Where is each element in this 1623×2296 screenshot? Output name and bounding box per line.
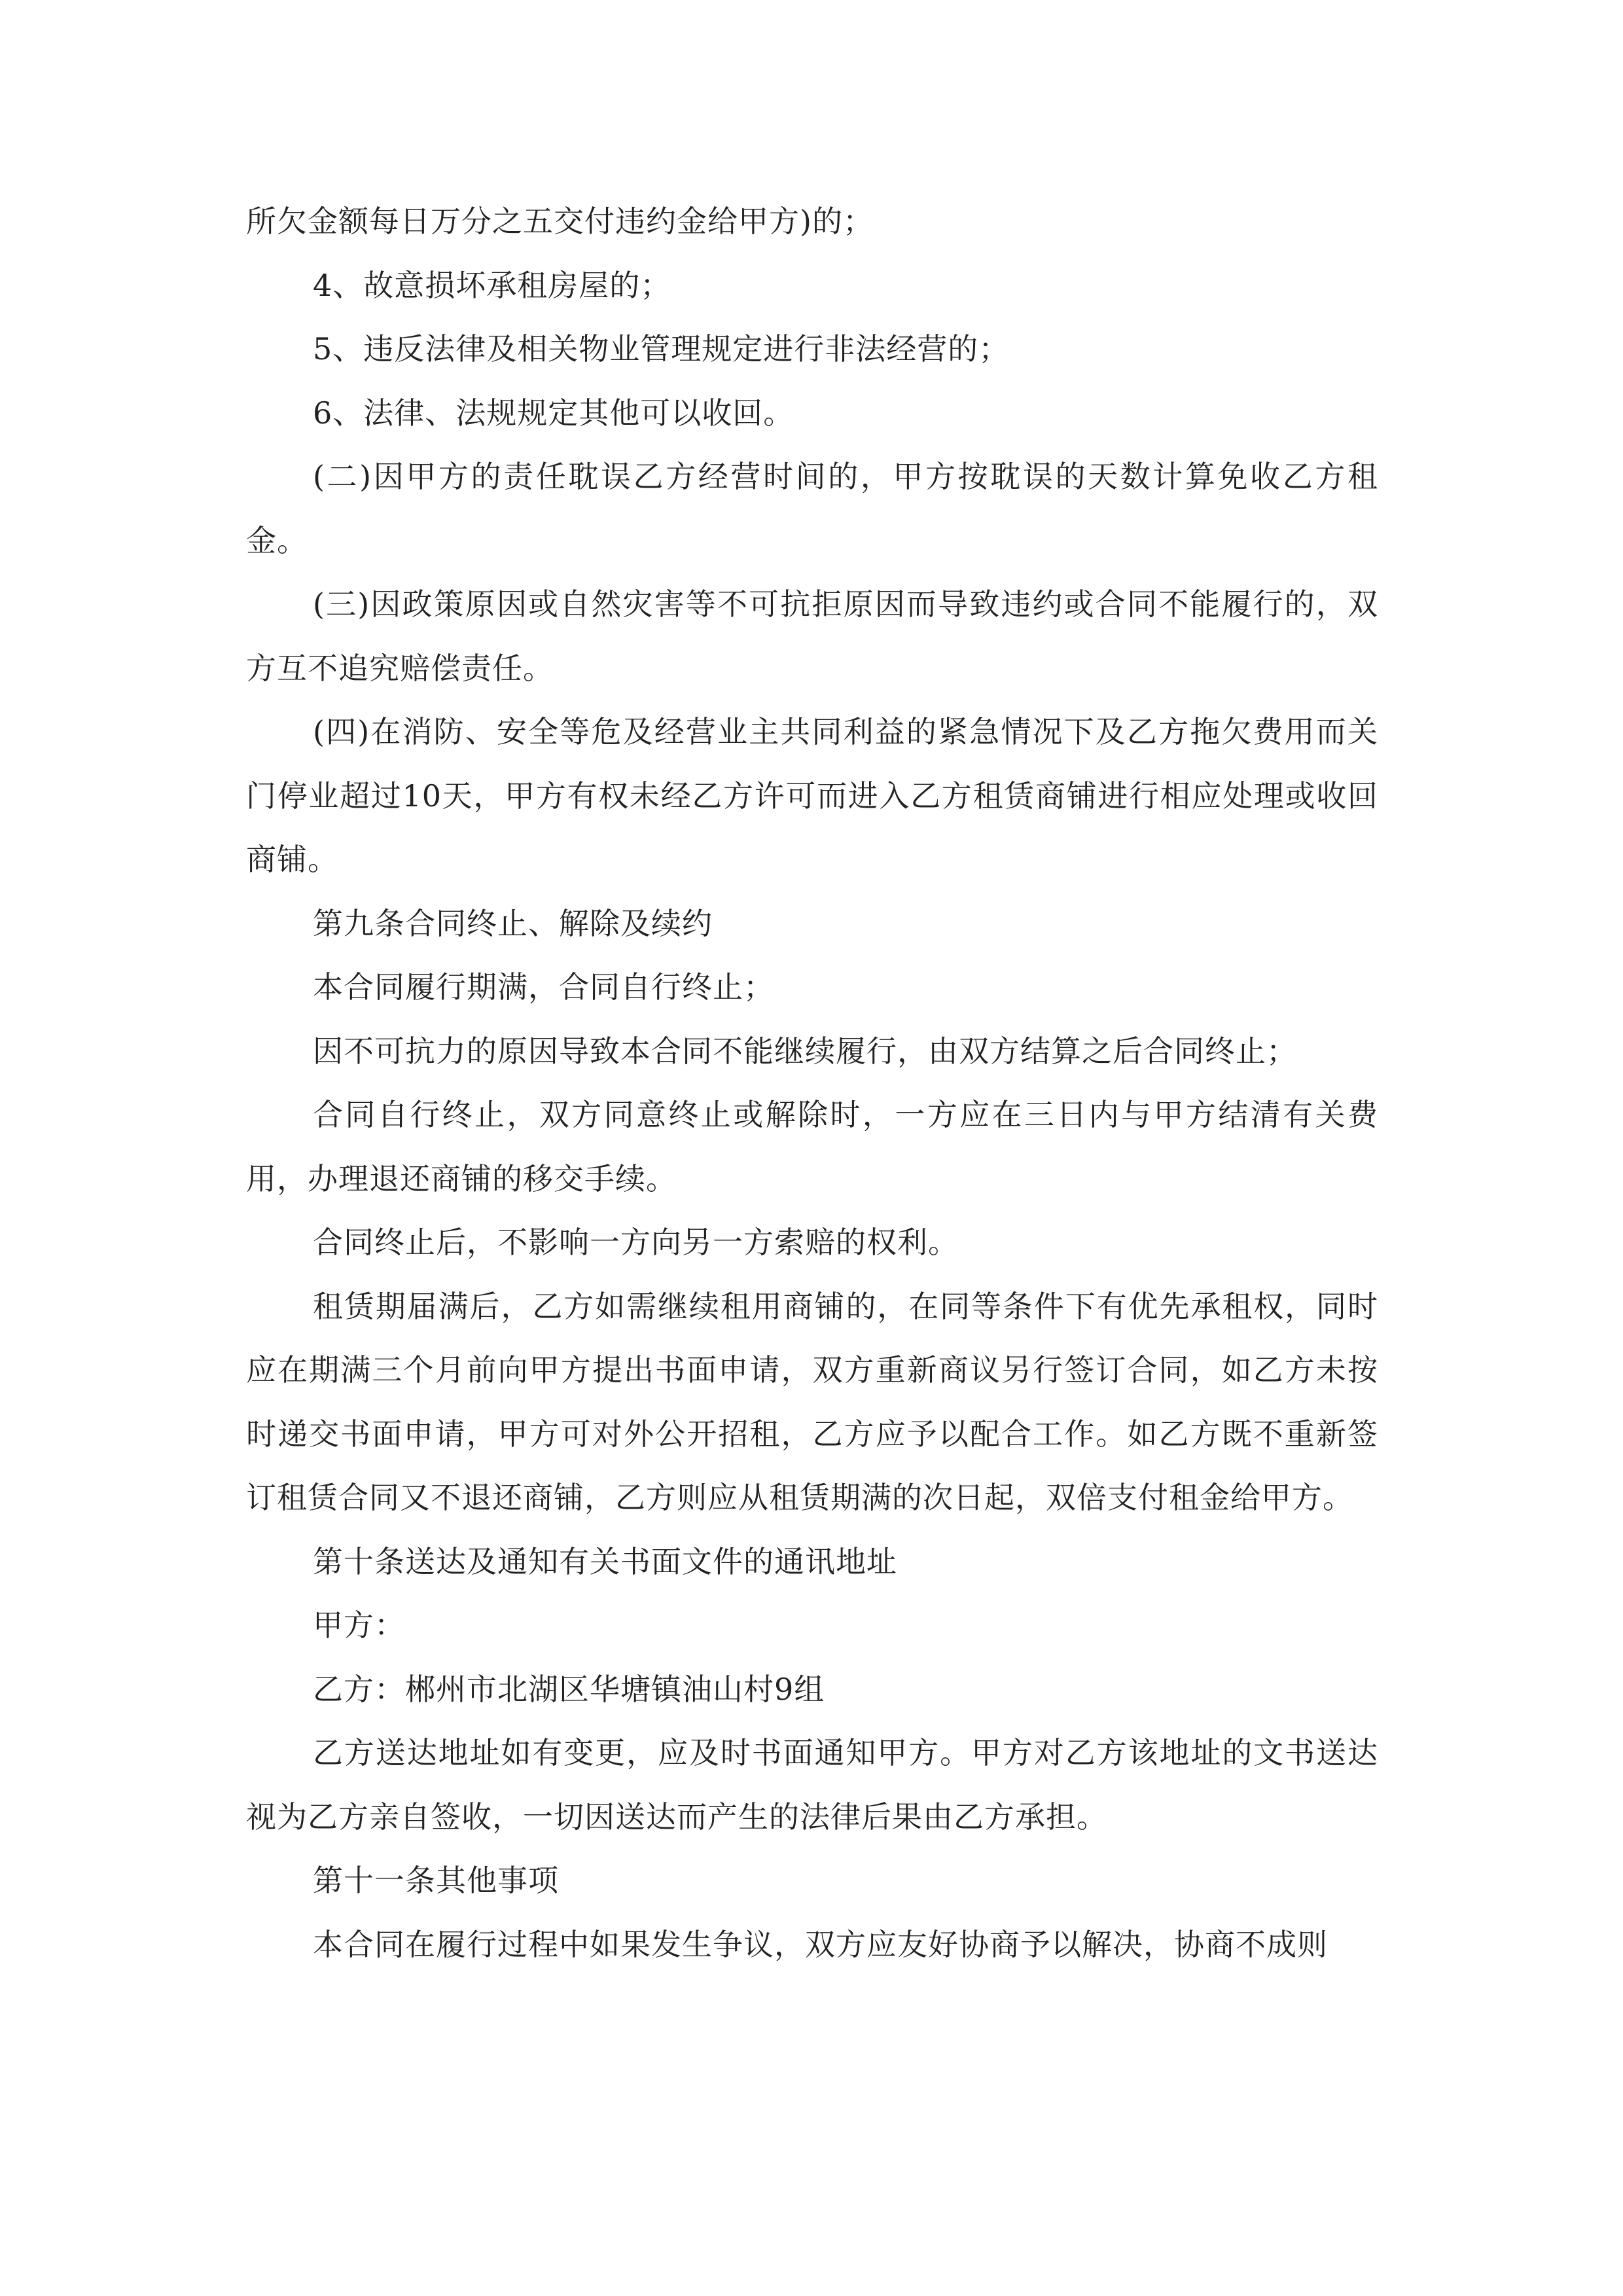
paragraph-renewal: 租赁期届满后，乙方如需继续租用商铺的，在同等条件下有优先承租权，同时应在期满三个月前向甲方提出书面申请，双方重新商议另行签订合同，如乙方未按时递交书面申请，甲方可对外公开招租，乙方应予以配合工作。如乙方既不重新签订租赁合同又不退还商铺，乙方则应从租赁期满的次日起，双倍支付租金给甲方。 [246,1288,1378,1515]
contract-body [246,190,1378,1977]
paragraph-term-expiry: 本合同履行期满，合同自行终止； [313,969,774,1005]
party-b-address: 乙方：郴州市北湖区华塘镇油山村9组 [313,1671,825,1707]
paragraph-item-5: 5、违反法律及相关物业管理规定进行非法经营的； [313,331,1010,367]
paragraph-clause-2: (二)因甲方的责任耽误乙方经营时间的，甲方按耽误的天数计算免收乙方租金。 [246,459,1378,558]
paragraph-termination-settlement: 合同自行终止，双方同意终止或解除时，一方应在三日内与甲方结清有关费用，办理退还商铺的移交手续。 [246,1097,1378,1196]
paragraph-force-majeure: 因不可抗力的原因导致本合同不能继续履行，由双方结算之后合同终止； [313,1033,1297,1069]
section-heading-article-11: 第十一条其他事项 [313,1863,559,1898]
section-heading-article-10: 第十条送达及通知有关书面文件的通讯地址 [313,1543,897,1579]
paragraph-clause-3: (三)因政策原因或自然灾害等不可抗拒原因而导致违约或合同不能履行的，双方互不追究赔偿责任。 [246,586,1378,686]
paragraph-address-change: 乙方送达地址如有变更，应及时书面通知甲方。甲方对乙方该地址的文书送达视为乙方亲自签收，一切因送达而产生的法律后果由乙方承担。 [246,1735,1378,1835]
paragraph-item-4: 4、故意损坏承租房屋的； [313,267,671,303]
paragraph-clause-4: (四)在消防、安全等危及经营业主共同利益的紧急情况下及乙方拖欠费用而关门停业超过10天，甲方有权未经乙方许可而进入乙方租赁商铺进行相应处理或收回商铺。 [246,714,1378,877]
paragraph-continuation: 所欠金额每日万分之五交付违约金给甲方)的； [246,204,874,239]
paragraph-claim-rights: 合同终止后，不影响一方向另一方索赔的权利。 [313,1225,959,1260]
paragraph-dispute: 本合同在履行过程中如果发生争议，双方应友好协商予以解决，协商不成则 [313,1926,1328,1962]
paragraph-item-6: 6、法律、法规规定其他可以收回。 [313,395,794,431]
party-a-address: 甲方： [313,1607,405,1643]
section-heading-article-9: 第九条合同终止、解除及续约 [313,905,713,941]
